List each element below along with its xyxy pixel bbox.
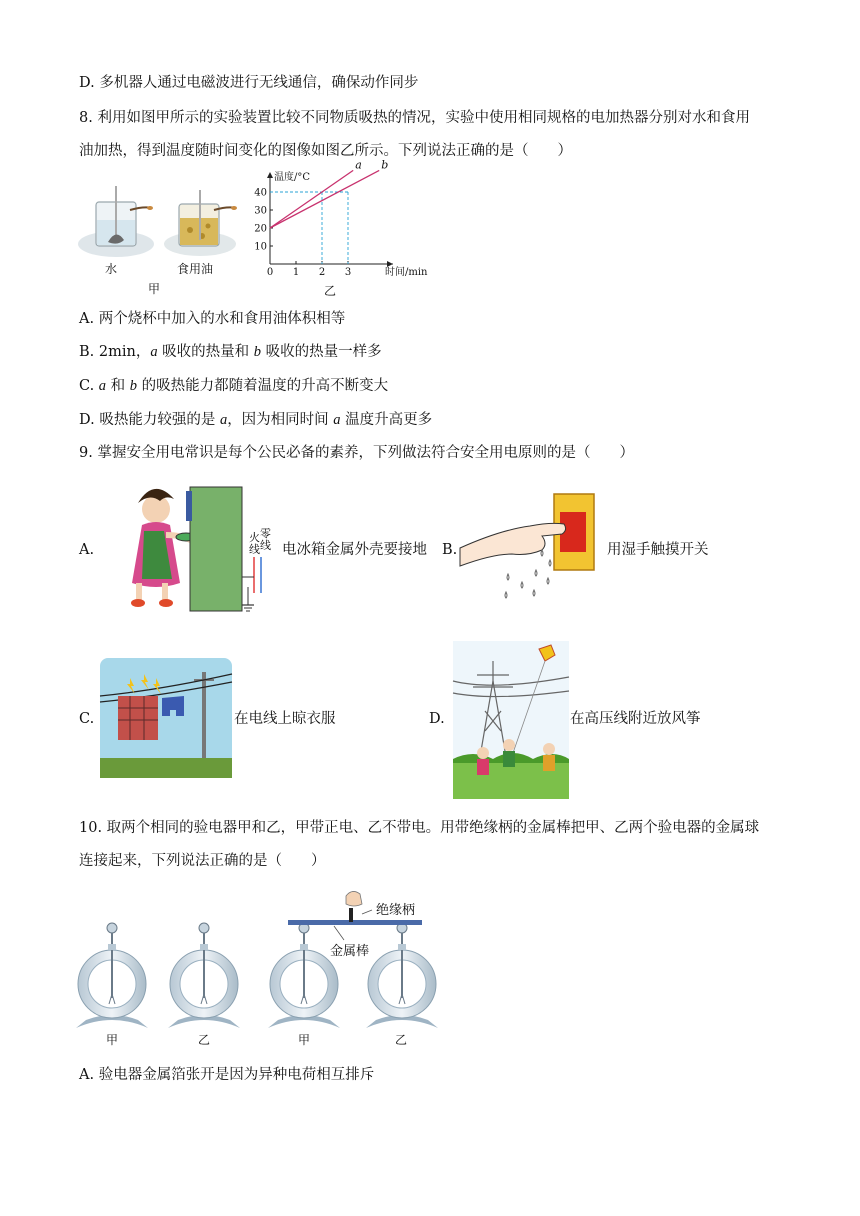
q8-stem-line1: 8. 利用如图甲所示的实验装置比较不同物质吸热的情况，实验中使用相同规格的电加热器分别对水和食用 bbox=[79, 110, 750, 126]
electroscope bbox=[76, 923, 148, 1028]
electroscope-label-jia-2: 甲 bbox=[298, 1033, 311, 1047]
q8-option-c bbox=[79, 376, 388, 396]
q8-option-c-pre: C. bbox=[79, 378, 99, 394]
q9-option-b-image bbox=[460, 490, 602, 604]
series-label-a: a bbox=[355, 158, 362, 172]
y-tick-label: 20 bbox=[254, 223, 267, 235]
y-tick-label: 40 bbox=[254, 187, 267, 199]
q8-option-b-post: 吸收的热量一样多 bbox=[261, 344, 382, 360]
series-label-b: b bbox=[381, 158, 389, 172]
q8-option-b-a: a bbox=[150, 344, 158, 360]
q8-option-c-post: 的吸热能力都随着温度的升高不断变大 bbox=[137, 378, 389, 394]
q8-option-d-post: 温度升高更多 bbox=[340, 412, 433, 428]
q8-option-d bbox=[79, 410, 432, 430]
q9-option-a-text: 电冰箱金属外壳要接地 bbox=[282, 542, 427, 558]
q9-stem: 9. 掌握安全用电常识是每个公民必备的素养，下列做法符合安全用电原则的是（ ） bbox=[79, 445, 634, 461]
q9-option-c-image bbox=[100, 658, 232, 778]
q7-option-d: D. 多机器人通过电磁波进行无线通信，确保动作同步 bbox=[79, 75, 419, 91]
q8-option-b-mid: 吸收的热量和 bbox=[157, 344, 254, 360]
q9-option-a-image bbox=[108, 481, 280, 615]
q8-option-a: A. 两个烧杯中加入的水和食用油体积相等 bbox=[79, 311, 346, 327]
fire-wire-label-2: 线 bbox=[249, 543, 260, 556]
q10-option-a: A. 验电器金属箔张开是因为异种电荷相互排斥 bbox=[79, 1067, 375, 1083]
x-tick-label: 1 bbox=[292, 267, 300, 278]
zero-wire-label: 零 bbox=[260, 527, 271, 540]
y-axis-label: 温度/°C bbox=[274, 172, 311, 183]
kite-near-powerline-illustration bbox=[453, 641, 569, 799]
q9-option-a-letter: A. bbox=[79, 542, 95, 558]
wet-hand-switch-illustration bbox=[460, 490, 602, 604]
figure-jia-caption: 甲 bbox=[148, 282, 161, 296]
q8-stem-line2: 油加热，得到温度随时间变化的图像如图乙所示。下列说法正确的是（ ） bbox=[79, 143, 572, 159]
temperature-chart bbox=[250, 158, 430, 278]
electroscope-label-jia-1: 甲 bbox=[106, 1033, 119, 1047]
q8-option-d-a2: a bbox=[333, 412, 341, 428]
zero-wire-label-2: 线 bbox=[260, 539, 271, 552]
x-axis-label: 时间/min bbox=[385, 267, 428, 278]
clothes-on-wire-illustration bbox=[100, 658, 232, 778]
q9-option-d-letter: D. bbox=[429, 711, 445, 727]
electroscope-label-yi-2: 乙 bbox=[395, 1033, 408, 1047]
beakers-illustration bbox=[78, 182, 248, 294]
q10-stem-line2: 连接起来，下列说法正确的是（ ） bbox=[79, 853, 326, 869]
q8-option-d-mid: ，因为相同时间 bbox=[227, 412, 334, 428]
y-axis-arrow bbox=[267, 172, 273, 178]
y-tick-label: 30 bbox=[254, 205, 267, 217]
electroscope bbox=[268, 923, 340, 1028]
insulated-handle-label: 绝缘柄 bbox=[376, 903, 416, 918]
q9-option-c-text: 在电线上晾衣服 bbox=[234, 711, 336, 727]
y-tick-label: 10 bbox=[254, 241, 267, 253]
x-tick-label: 3 bbox=[344, 267, 352, 278]
q8-option-b-pre: B. 2min， bbox=[79, 344, 151, 360]
water-label: 水 bbox=[105, 262, 118, 276]
metal-rod-label: 金属棒 bbox=[330, 944, 370, 959]
x-tick-label: 2 bbox=[318, 267, 326, 278]
q8-option-c-a: a bbox=[98, 378, 107, 394]
q9-option-d-text: 在高压线附近放风筝 bbox=[570, 711, 701, 727]
q9-option-b-letter: B. bbox=[442, 542, 458, 558]
q8-figure-jia bbox=[78, 182, 248, 294]
fire-wire-label: 火 bbox=[249, 531, 260, 544]
figure-yi-caption: 乙 bbox=[324, 284, 337, 298]
q9-option-d-image bbox=[453, 641, 569, 799]
q9-option-b-text: 用湿手触摸开关 bbox=[607, 542, 709, 558]
q8-option-d-pre: D. 吸热能力较强的是 bbox=[79, 412, 220, 428]
q8-figure-yi bbox=[250, 158, 430, 298]
q8-option-b-b: b bbox=[253, 344, 262, 360]
q8-option-c-b: b bbox=[129, 378, 138, 394]
oil-label: 食用油 bbox=[177, 262, 214, 276]
q10-stem-line1: 10. 取两个相同的验电器甲和乙，甲带正电、乙不带电。用带绝缘柄的金属棒把甲、乙两个验电器的金属球 bbox=[79, 820, 760, 836]
q8-option-b bbox=[79, 342, 382, 362]
x-tick-label: 0 bbox=[266, 267, 274, 278]
q8-option-c-mid: 和 bbox=[106, 378, 130, 394]
electroscope bbox=[168, 923, 240, 1028]
electroscope-label-yi-1: 乙 bbox=[198, 1033, 211, 1047]
q8-option-d-a: a bbox=[219, 412, 228, 428]
electroscope bbox=[366, 923, 438, 1028]
q9-option-c-letter: C. bbox=[79, 711, 95, 727]
q10-figure bbox=[76, 888, 446, 1052]
